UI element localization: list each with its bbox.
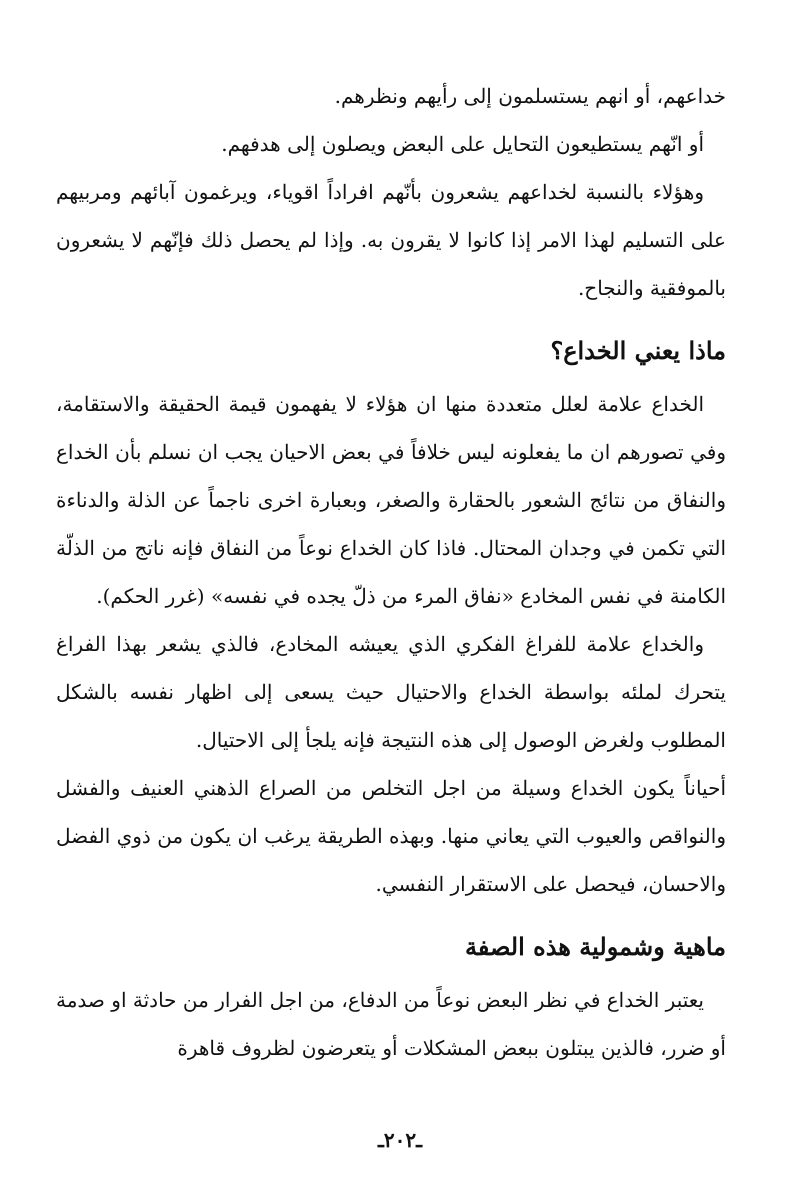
paragraph: خداعهم، أو انهم يستسلمون إلى رأيهم ونظرهم.: [334, 84, 726, 108]
page-number: ـ٢٠٢ـ: [378, 1128, 422, 1152]
paragraph: أحياناً يكون الخداع وسيلة من اجل التخلص من الصراع الذهني العنيف والفشل والنواقص والعيوب التي يعاني منها. وبهذه الطريقة يرغب ان يكون من ذوي الفضل والاحسان، فيحصل على الاستقرار النفسي.: [56, 776, 726, 896]
paragraph: والخداع علامة للفراغ الفكري الذي يعيشه المخادع، فالذي يشعر بهذا الفراغ يتحرك لملئه بواسطة الخداع والاحتيال حيث يسعى إلى اظهار نفسه بالشكل المطلوب ولغرض الوصول إلى هذه النتيجة فإنه يلجأ إلى الاحتيال.: [56, 632, 726, 752]
paragraph: الخداع علامة لعلل متعددة منها ان هؤلاء لا يفهمون قيمة الحقيقة والاستقامة، وفي تصورهم ان ما يفعلونه ليس خلافاً في بعض الاحيان يجب ان نسلم بأن الخداع والنفاق من نتائج الشعور بالحقارة والصغر، وبعبارة اخرى ناجماً عن الذلة والدناءة التي تكمن في وجدان المحتال. فاذا كان الخداع نوعاً من النفاق فإنه ناتج من الذلّة الكامنة في نفس المخادع «نفاق المرء من ذلّ يجده في نفسه» (غرر الحكم).: [56, 392, 726, 608]
paragraph: وهؤلاء بالنسبة لخداعهم يشعرون بأنّهم افراداً اقوياء، ويرغمون آبائهم ومربيهم على التسليم لهذا الامر إذا كانوا لا يقرون به. وإذا لم يحصل ذلك فإنّهم لا يشعرون بالموفقية والنجاح.: [56, 180, 726, 300]
paragraph: أو انّهم يستطيعون التحايل على البعض ويصلون إلى هدفهم.: [221, 132, 704, 156]
paragraph: يعتبر الخداع في نظر البعض نوعاً من الدفاع، من اجل الفرار من حادثة او صدمة أو ضرر، فالذين يبتلون ببعض المشكلات أو يتعرضون لظروف قاهرة: [56, 988, 726, 1060]
section-heading: ماهية وشمولية هذه الصفة: [464, 932, 726, 961]
section-heading: ماذا يعني الخداع؟: [550, 336, 726, 365]
page-body: [56, 72, 726, 1072]
